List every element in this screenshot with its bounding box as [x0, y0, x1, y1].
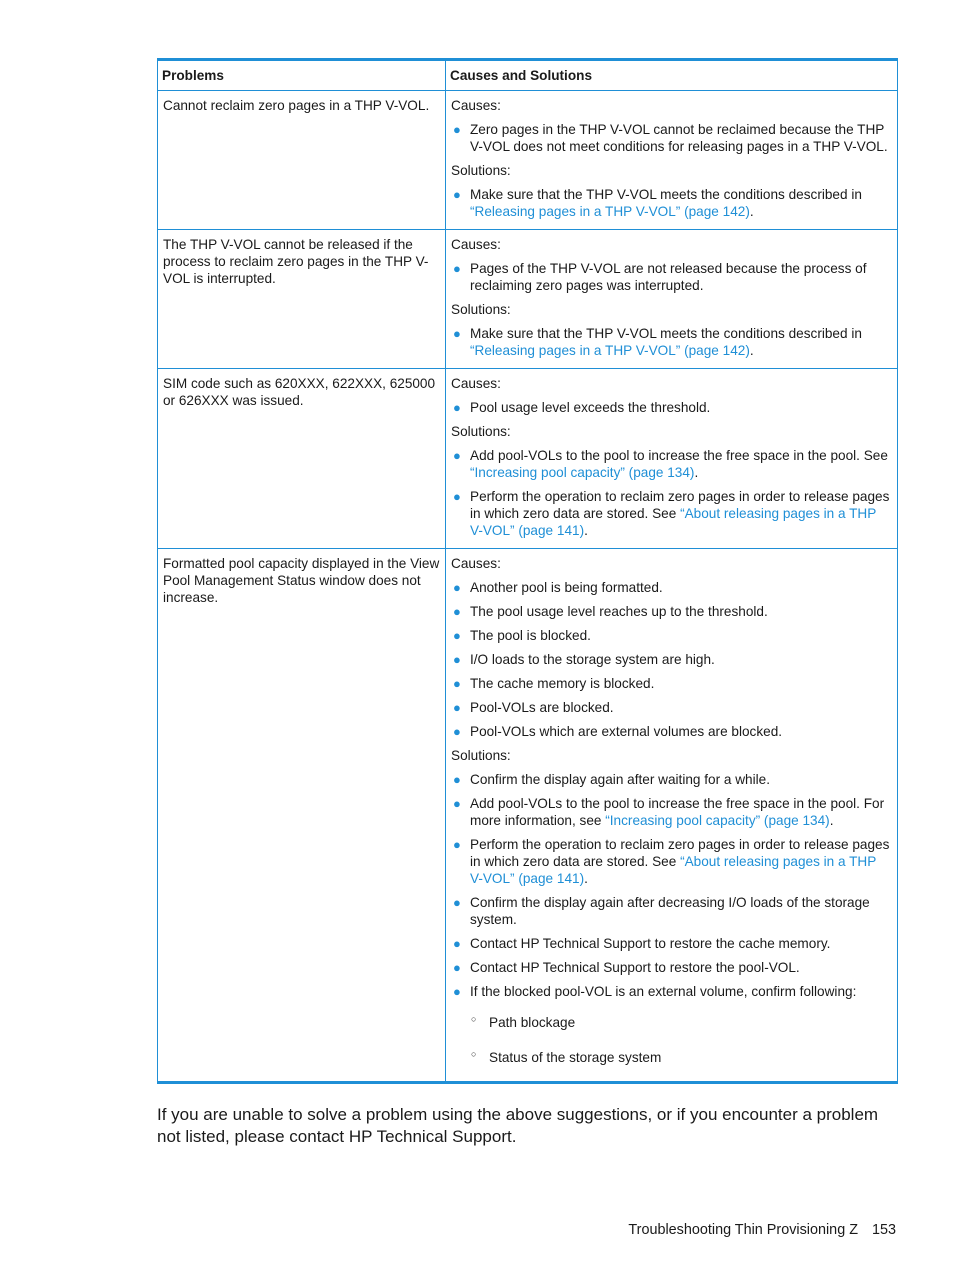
causes-list: [451, 121, 892, 155]
closing-note: If you are unable to solve a problem using the above suggestions, or if you encounter a problem not listed, please contact HP Technical Support.: [157, 1105, 879, 1146]
list-item: [451, 627, 892, 644]
list-item: [451, 795, 892, 829]
list-item: [451, 894, 892, 928]
circle-bullet-icon: ○: [471, 1049, 477, 1059]
header-causes-solutions: Causes and Solutions: [446, 60, 898, 91]
sub-list-item: [470, 1014, 892, 1031]
bullet-icon: ●: [453, 652, 461, 667]
bullet-icon: ●: [453, 400, 461, 415]
causes-solutions-cell: [446, 549, 898, 1083]
circle-bullet-icon: ○: [471, 1014, 477, 1024]
problem-cell: Cannot reclaim zero pages in a THP V-VOL.: [158, 91, 446, 230]
list-item: [451, 447, 892, 481]
item-text: Make sure that the THP V-VOL meets the conditions described in: [470, 187, 862, 202]
list-item: [451, 651, 892, 668]
list-item: [451, 983, 892, 1066]
solutions-label: Solutions:: [451, 163, 511, 178]
list-item: [451, 723, 892, 740]
bullet-icon: ●: [453, 628, 461, 643]
solutions-label: Solutions:: [451, 302, 511, 317]
bullet-icon: ●: [453, 895, 461, 910]
causes-label: Causes:: [451, 98, 501, 113]
item-text: Add pool-VOLs to the pool to increase the free space in the pool. For more information, see: [470, 796, 885, 828]
item-text: Confirm the display again after decreasing I/O loads of the storage system.: [470, 895, 870, 927]
problem-cell: Formatted pool capacity displayed in the View Pool Management Status window does not increase.: [158, 549, 446, 1083]
item-text: The pool is blocked.: [470, 628, 591, 643]
table-row: [158, 91, 898, 230]
bullet-icon: ●: [453, 122, 461, 137]
problem-cell: SIM code such as 620XXX, 622XXX, 625000 or 626XXX was issued.: [158, 369, 446, 549]
table-body: [158, 91, 898, 1083]
causes-solutions-cell: [446, 369, 898, 549]
causes-label: Causes:: [451, 376, 501, 391]
causes-list: [451, 399, 892, 416]
sub-item-text: Status of the storage system: [489, 1050, 662, 1065]
item-text: Pool-VOLs are blocked.: [470, 700, 614, 715]
cross-reference-link[interactable]: “Releasing pages in a THP V-VOL” (page 142): [470, 204, 750, 219]
table-header-row: [158, 60, 898, 91]
bullet-icon: ●: [453, 960, 461, 975]
problem-cell: The THP V-VOL cannot be released if the process to reclaim zero pages in the THP V-VOL is interrupted.: [158, 230, 446, 369]
cross-reference-link[interactable]: “Increasing pool capacity” (page 134): [605, 813, 830, 828]
causes-solutions-cell: [446, 230, 898, 369]
cross-reference-link[interactable]: “Increasing pool capacity” (page 134): [470, 465, 695, 480]
item-text: If the blocked pool-VOL is an external volume, confirm following:: [470, 984, 857, 999]
bullet-icon: ●: [453, 676, 461, 691]
cross-reference-link[interactable]: “About releasing pages in a THP V-VOL” (page 141): [470, 506, 877, 538]
causes-solutions-cell: [446, 91, 898, 230]
bullet-icon: ●: [453, 936, 461, 951]
footer-section-title: Troubleshooting Thin Provisioning Z: [628, 1222, 858, 1238]
item-text: Perform the operation to reclaim zero pages in order to release pages in which zero data are stored. See: [470, 489, 890, 521]
list-item: [451, 675, 892, 692]
table-row: [158, 369, 898, 549]
causes-list: [451, 579, 892, 740]
solutions-list: [451, 771, 892, 1066]
item-punctuation: .: [694, 465, 699, 480]
causes-label: Causes:: [451, 237, 501, 252]
list-item: [451, 935, 892, 952]
list-item: [451, 121, 892, 155]
bullet-icon: ●: [453, 489, 461, 504]
list-item: [451, 959, 892, 976]
item-text: Pages of the THP V-VOL are not released because the process of reclaiming zero pages was interrupted.: [470, 261, 867, 293]
list-item: [451, 488, 892, 539]
bullet-icon: ●: [453, 261, 461, 276]
item-punctuation: .: [584, 871, 588, 886]
item-text: Contact HP Technical Support to restore the pool-VOL.: [470, 960, 800, 975]
item-text: Confirm the display again after waiting for a while.: [470, 772, 770, 787]
item-text: Make sure that the THP V-VOL meets the conditions described in: [470, 326, 862, 341]
page-footer: [560, 1222, 896, 1238]
item-text: Another pool is being formatted.: [470, 580, 663, 595]
item-text: Zero pages in the THP V-VOL cannot be reclaimed because the THP V-VOL does not meet conditions for releasing pages in a THP V-VOL.: [470, 122, 888, 154]
item-text: The pool usage level reaches up to the threshold.: [470, 604, 768, 619]
bullet-icon: ●: [453, 796, 461, 811]
footer-page-number: 153: [871, 1222, 896, 1238]
item-text: I/O loads to the storage system are high.: [470, 652, 715, 667]
item-punctuation: .: [749, 343, 754, 358]
sub-list-item: [470, 1049, 892, 1066]
item-text: Perform the operation to reclaim zero pages in order to release pages in which zero data are stored. See: [470, 837, 890, 869]
bullet-icon: ●: [453, 580, 461, 595]
troubleshooting-table: [157, 58, 898, 1084]
bullet-icon: ●: [453, 984, 461, 999]
table-row: [158, 549, 898, 1083]
bullet-icon: ●: [453, 772, 461, 787]
item-text: Pool usage level exceeds the threshold.: [470, 400, 711, 415]
bullet-icon: ●: [453, 724, 461, 739]
item-text: Pool-VOLs which are external volumes are blocked.: [470, 724, 783, 739]
list-item: [451, 260, 892, 294]
sub-item-text: Path blockage: [489, 1015, 576, 1030]
list-item: [451, 325, 892, 359]
solutions-label: Solutions:: [451, 748, 511, 763]
header-problems: Problems: [158, 60, 446, 91]
item-text: Add pool-VOLs to the pool to increase the free space in the pool. See: [470, 448, 888, 463]
solutions-list: [451, 186, 892, 220]
list-item: [451, 603, 892, 620]
item-text: The cache memory is blocked.: [470, 676, 655, 691]
sub-list: [470, 1014, 892, 1066]
bullet-icon: ●: [453, 700, 461, 715]
item-punctuation: .: [829, 813, 834, 828]
cross-reference-link[interactable]: “Releasing pages in a THP V-VOL” (page 142): [470, 343, 750, 358]
bullet-icon: ●: [453, 448, 461, 463]
bullet-icon: ●: [453, 837, 461, 852]
list-item: [451, 399, 892, 416]
list-item: [451, 771, 892, 788]
solutions-list: [451, 325, 892, 359]
list-item: [451, 186, 892, 220]
causes-list: [451, 260, 892, 294]
bullet-icon: ●: [453, 326, 461, 341]
solutions-list: [451, 447, 892, 539]
item-text: Contact HP Technical Support to restore the cache memory.: [470, 936, 831, 951]
cross-reference-link[interactable]: “About releasing pages in a THP V-VOL” (page 141): [470, 854, 877, 886]
item-punctuation: .: [749, 204, 754, 219]
bullet-icon: ●: [453, 187, 461, 202]
list-item: [451, 699, 892, 716]
solutions-label: Solutions:: [451, 424, 511, 439]
item-punctuation: .: [584, 523, 588, 538]
bullet-icon: ●: [453, 604, 461, 619]
causes-label: Causes:: [451, 556, 501, 571]
list-item: [451, 836, 892, 887]
table-row: [158, 230, 898, 369]
list-item: [451, 579, 892, 596]
